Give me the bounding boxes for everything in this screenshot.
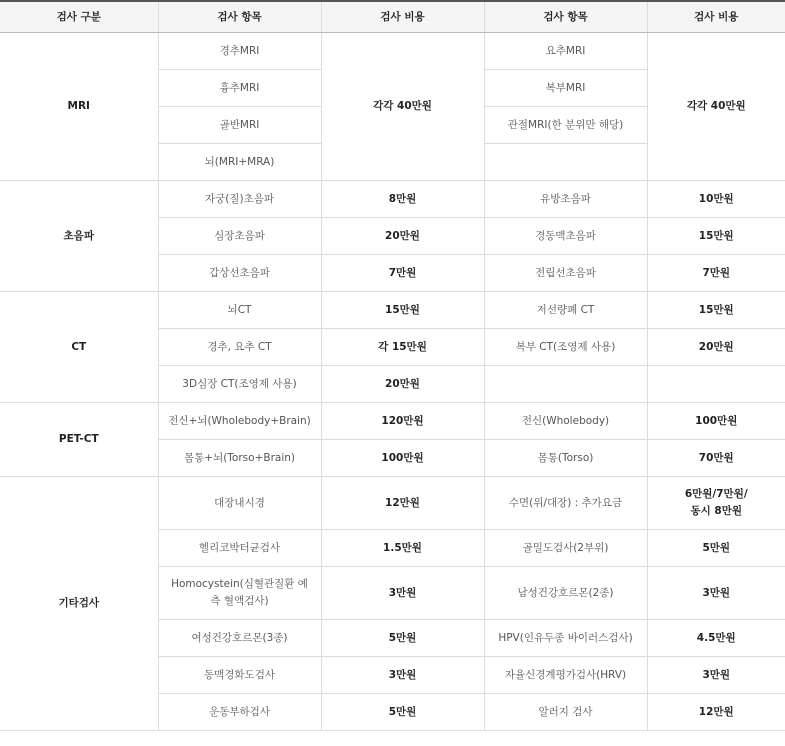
header-price-right: 검사 비용 — [647, 1, 785, 33]
table-row — [0, 181, 785, 218]
exam-item: 운동부하검사 — [158, 694, 321, 731]
exam-item-empty — [484, 144, 647, 181]
exam-price: 8만원 — [321, 181, 484, 218]
table-row — [0, 33, 785, 70]
exam-item: 경동맥초음파 — [484, 218, 647, 255]
exam-item: 흉추MRI — [158, 70, 321, 107]
category-mri: MRI — [0, 33, 158, 181]
exam-price: 100만원 — [647, 403, 785, 440]
header-row — [0, 1, 785, 33]
exam-item: Homocystein(심혈관질환 예측 혈액검사) — [158, 567, 321, 620]
exam-item: 3D심장 CT(조영제 사용) — [158, 366, 321, 403]
exam-price: 12만원 — [321, 477, 484, 530]
category-ct: CT — [0, 292, 158, 403]
exam-price-shared: 각각 40만원 — [647, 33, 785, 181]
header-item-right: 검사 항목 — [484, 1, 647, 33]
exam-price: 12만원 — [647, 694, 785, 731]
exam-price: 10만원 — [647, 181, 785, 218]
exam-item: 자궁(질)초음파 — [158, 181, 321, 218]
table-row — [0, 403, 785, 440]
exam-item: 헬리코박터균검사 — [158, 530, 321, 567]
exam-item: 골반MRI — [158, 107, 321, 144]
exam-item: 전신+뇌(Wholebody+Brain) — [158, 403, 321, 440]
exam-price: 6만원/7만원/ 동시 8만원 — [647, 477, 785, 530]
exam-item: 알러지 검사 — [484, 694, 647, 731]
exam-price: 각 15만원 — [321, 329, 484, 366]
exam-price: 100만원 — [321, 440, 484, 477]
exam-item: 여성건강호르몬(3종) — [158, 620, 321, 657]
category-ultrasound: 초음파 — [0, 181, 158, 292]
header-price-left: 검사 비용 — [321, 1, 484, 33]
header-category: 검사 구분 — [0, 1, 158, 33]
exam-item: 경추, 요추 CT — [158, 329, 321, 366]
exam-price: 3만원 — [321, 657, 484, 694]
category-pet-ct: PET-CT — [0, 403, 158, 477]
exam-price: 70만원 — [647, 440, 785, 477]
exam-price: 5만원 — [321, 620, 484, 657]
exam-price: 120만원 — [321, 403, 484, 440]
exam-price-empty — [647, 366, 785, 403]
exam-price: 15만원 — [647, 292, 785, 329]
table-row — [0, 292, 785, 329]
exam-item: HPV(인유두종 바이러스검사) — [484, 620, 647, 657]
exam-item: 요추MRI — [484, 33, 647, 70]
exam-price: 7만원 — [647, 255, 785, 292]
exam-price: 3만원 — [321, 567, 484, 620]
exam-item: 복부 CT(조영제 사용) — [484, 329, 647, 366]
exam-price-shared: 각각 40만원 — [321, 33, 484, 181]
exam-price: 20만원 — [321, 218, 484, 255]
exam-item: 저선량폐 CT — [484, 292, 647, 329]
exam-item: 뇌(MRI+MRA) — [158, 144, 321, 181]
exam-item: 관절MRI(한 분위만 해당) — [484, 107, 647, 144]
exam-item: 갑상선초음파 — [158, 255, 321, 292]
exam-price: 4.5만원 — [647, 620, 785, 657]
category-other: 기타검사 — [0, 477, 158, 731]
header-item-left: 검사 항목 — [158, 1, 321, 33]
exam-price: 15만원 — [321, 292, 484, 329]
exam-item: 자율신경계평가검사(HRV) — [484, 657, 647, 694]
exam-item: 골밀도검사(2부위) — [484, 530, 647, 567]
exam-item: 남성건강호르몬(2종) — [484, 567, 647, 620]
exam-item: 몸통(Torso) — [484, 440, 647, 477]
table-row — [0, 477, 785, 530]
exam-item: 몸통+뇌(Torso+Brain) — [158, 440, 321, 477]
exam-item: 경추MRI — [158, 33, 321, 70]
exam-item: 유방초음파 — [484, 181, 647, 218]
exam-item: 심장초음파 — [158, 218, 321, 255]
exam-item: 전신(Wholebody) — [484, 403, 647, 440]
exam-item: 뇌CT — [158, 292, 321, 329]
exam-price: 15만원 — [647, 218, 785, 255]
exam-item: 대장내시경 — [158, 477, 321, 530]
exam-price: 7만원 — [321, 255, 484, 292]
exam-item-empty — [484, 366, 647, 403]
exam-price: 3만원 — [647, 657, 785, 694]
exam-item: 동맥경화도검사 — [158, 657, 321, 694]
exam-price: 5만원 — [321, 694, 484, 731]
exam-price: 5만원 — [647, 530, 785, 567]
exam-price: 1.5만원 — [321, 530, 484, 567]
exam-price: 20만원 — [647, 329, 785, 366]
exam-price: 3만원 — [647, 567, 785, 620]
exam-item: 전립선초음파 — [484, 255, 647, 292]
exam-price: 20만원 — [321, 366, 484, 403]
exam-item: 수면(위/대장) : 추가요금 — [484, 477, 647, 530]
exam-item: 복부MRI — [484, 70, 647, 107]
